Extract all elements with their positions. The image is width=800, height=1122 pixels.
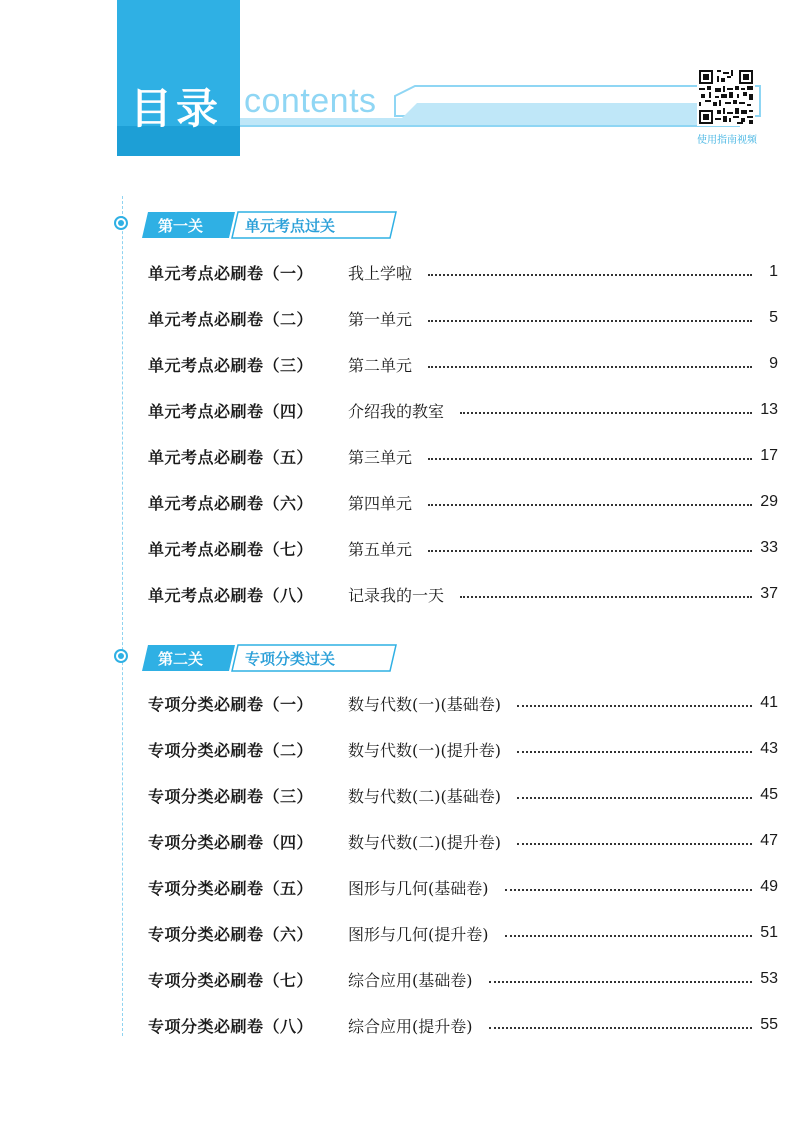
- leader-dots: [460, 596, 752, 598]
- toc-row-page: 51: [760, 924, 778, 941]
- leader-dots: [428, 274, 752, 276]
- toc-row-label: 单元考点必刷卷（三）: [148, 355, 314, 375]
- toc-row-page: 9: [769, 355, 778, 372]
- toc-row-title: 第二单元: [348, 355, 413, 375]
- leader-dots: [489, 1027, 753, 1029]
- toc-row-title: 记录我的一天: [348, 585, 445, 605]
- toc-row[interactable]: [148, 782, 778, 808]
- toc-row-label: 单元考点必刷卷（五）: [148, 447, 314, 467]
- leader-dots: [517, 705, 752, 707]
- toc-row-page: 1: [769, 263, 778, 280]
- toc-row-label: 专项分类必刷卷（八）: [148, 1016, 314, 1036]
- leader-dots: [460, 412, 752, 414]
- toc-row-label: 单元考点必刷卷（四）: [148, 401, 314, 421]
- leader-dots: [489, 981, 753, 983]
- leader-dots: [517, 751, 752, 753]
- section-name: 单元考点过关: [245, 217, 336, 235]
- toc-row-title: 第五单元: [348, 539, 413, 559]
- toc-row[interactable]: [148, 828, 778, 854]
- toc-row[interactable]: [148, 736, 778, 762]
- toc-row-page: 55: [760, 1016, 778, 1033]
- toc-row-page: 17: [760, 447, 778, 464]
- toc-row-label: 单元考点必刷卷（八）: [148, 585, 314, 605]
- qr-caption: 使用指南视频: [697, 135, 757, 146]
- toc-row-label: 专项分类必刷卷（五）: [148, 878, 314, 898]
- toc-row-title: 第一单元: [348, 309, 413, 329]
- toc-row[interactable]: [148, 1012, 778, 1038]
- toc-row-title: 第四单元: [348, 493, 413, 513]
- leader-dots: [517, 843, 752, 845]
- toc-row[interactable]: [148, 690, 778, 716]
- toc-row-title: 综合应用(基础卷): [348, 970, 473, 990]
- toc-row[interactable]: [148, 489, 778, 515]
- toc-row[interactable]: [148, 920, 778, 946]
- toc-row-label: 专项分类必刷卷（三）: [148, 786, 314, 806]
- leader-dots: [517, 797, 752, 799]
- section-name: 专项分类过关: [245, 650, 336, 668]
- toc-row-label: 专项分类必刷卷（一）: [148, 694, 314, 714]
- toc-row-label: 单元考点必刷卷（一）: [148, 263, 314, 283]
- toc-row-title: 第三单元: [348, 447, 413, 467]
- toc-row[interactable]: [148, 581, 778, 607]
- toc-row[interactable]: [148, 305, 778, 331]
- toc-row[interactable]: [148, 874, 778, 900]
- leader-dots: [428, 504, 752, 506]
- toc-row-title: 介绍我的教室: [348, 401, 445, 421]
- toc-row-label: 专项分类必刷卷（二）: [148, 740, 314, 760]
- toc-row-page: 49: [760, 878, 778, 895]
- toc-row-label: 单元考点必刷卷（六）: [148, 493, 314, 513]
- toc-row-label: 单元考点必刷卷（二）: [148, 309, 314, 329]
- toc-row-title: 我上学啦: [348, 263, 413, 283]
- toc-row-label: 单元考点必刷卷（七）: [148, 539, 314, 559]
- toc-row-title: 图形与几何(基础卷): [348, 878, 489, 898]
- leader-dots: [428, 320, 752, 322]
- leader-dots: [505, 889, 753, 891]
- qr-code-icon[interactable]: [697, 68, 755, 126]
- leader-dots: [505, 935, 753, 937]
- page-subtitle: contents: [244, 82, 377, 120]
- leader-dots: [428, 458, 752, 460]
- toc-row-page: 37: [760, 585, 778, 602]
- toc-row-page: 29: [760, 493, 778, 510]
- leader-dots: [428, 550, 752, 552]
- toc-row[interactable]: [148, 397, 778, 423]
- toc-row-page: 41: [760, 694, 778, 711]
- toc-row-title: 数与代数(二)(基础卷): [348, 786, 501, 806]
- toc-row-label: 专项分类必刷卷（七）: [148, 970, 314, 990]
- toc-row-title: 数与代数(一)(基础卷): [348, 694, 501, 714]
- toc-row-label: 专项分类必刷卷（六）: [148, 924, 314, 944]
- toc-row-page: 53: [760, 970, 778, 987]
- toc-row-title: 数与代数(二)(提升卷): [348, 832, 501, 852]
- section-tag: 第二关: [158, 650, 204, 668]
- toc-row-page: 43: [760, 740, 778, 757]
- toc-row-page: 47: [760, 832, 778, 849]
- toc-row-title: 综合应用(提升卷): [348, 1016, 473, 1036]
- leader-dots: [428, 366, 752, 368]
- section-bullet-icon: [114, 649, 128, 663]
- section-banner-1: [112, 210, 412, 240]
- toc-row-page: 5: [769, 309, 778, 326]
- section-bullet-icon: [114, 216, 128, 230]
- toc-row-title: 数与代数(一)(提升卷): [348, 740, 501, 760]
- section-tag: 第一关: [158, 217, 204, 235]
- toc-row-label: 专项分类必刷卷（四）: [148, 832, 314, 852]
- toc-row-page: 45: [760, 786, 778, 803]
- toc-row[interactable]: [148, 443, 778, 469]
- toc-row[interactable]: [148, 535, 778, 561]
- toc-row[interactable]: [148, 966, 778, 992]
- toc-row[interactable]: [148, 259, 778, 285]
- section-banner-2: [112, 643, 412, 673]
- page-title: 目录: [130, 84, 223, 133]
- timeline-line: [122, 196, 123, 1036]
- toc-row-page: 33: [760, 539, 778, 556]
- toc-row[interactable]: [148, 351, 778, 377]
- header-banner: [0, 0, 800, 170]
- toc-row-title: 图形与几何(提升卷): [348, 924, 489, 944]
- toc-row-page: 13: [760, 401, 778, 418]
